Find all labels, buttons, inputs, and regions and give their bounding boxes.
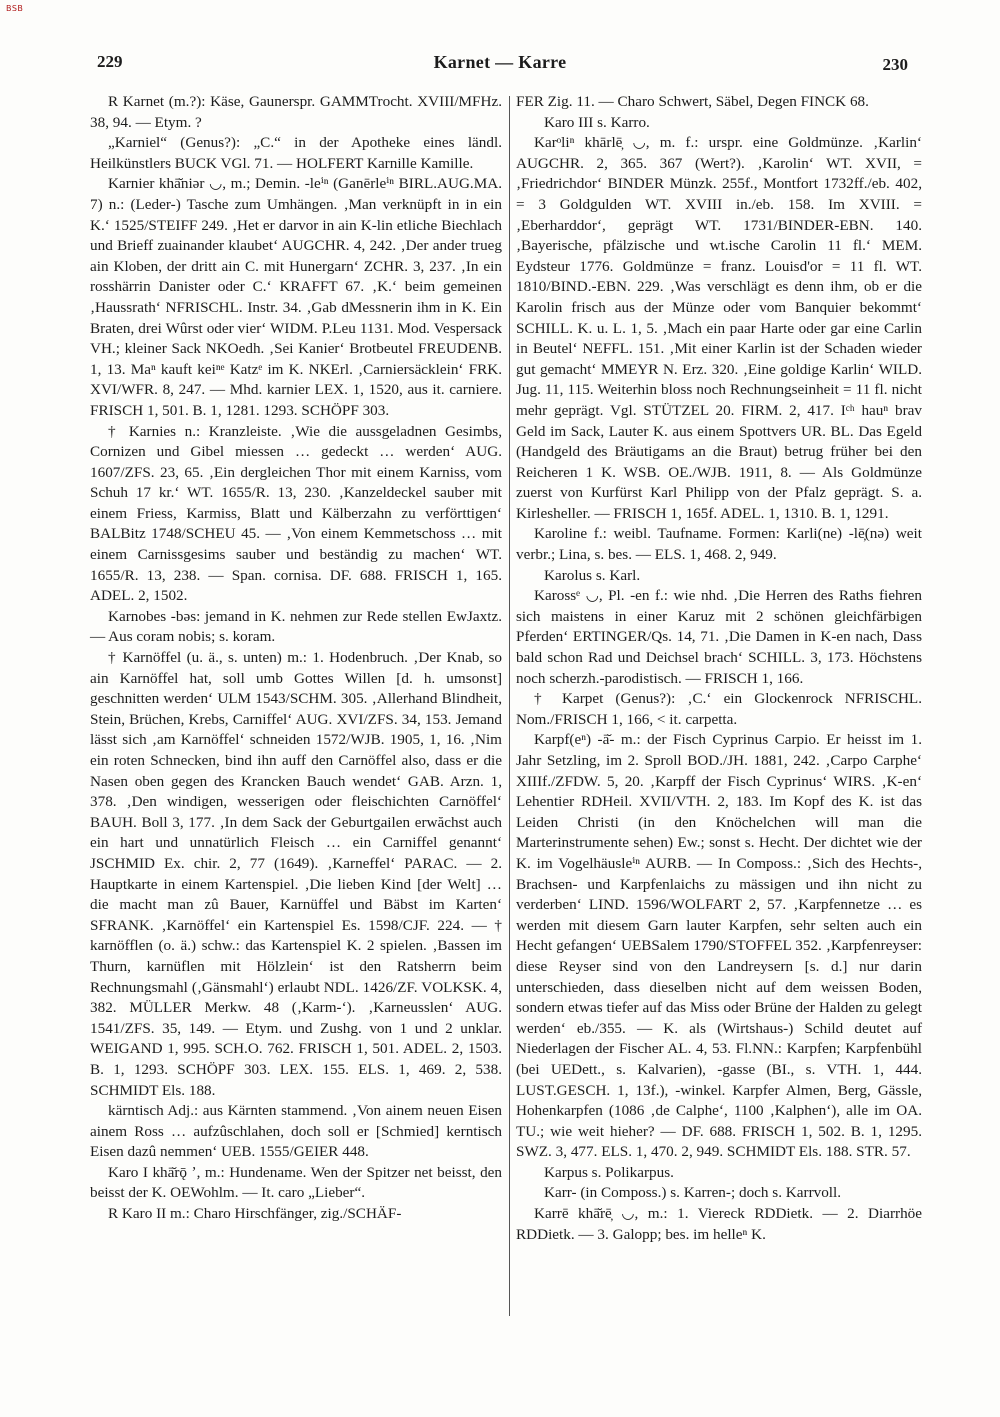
entry-karpus: Karpus s. Polikarpus. [544,1163,674,1181]
right-column [516,92,922,1245]
entry-karoline: Karoline f.: weibl. Taufname. Formen: Karli(ne) -lē̦(nə) weit verbr.; Lina, s. bes. — ELS. 1, 468. 2, 949. [516,525,922,564]
entry-karre: Karrē khā̆rē̦ ◡, m.: 1. Viereck RDDietk. — 2. Diarrhöe RDDietk. — 3. Galopp; bes. im helleⁿ K. [516,1205,922,1243]
page-number-left: 229 [97,52,123,71]
entry-karnier: Karnier khā̆niər ◡, m.; Demin. -leⁱⁿ (Ganērleⁱⁿ BIRL.AUG.MA. 7) n.: (Leder-) Tasche zum Umhängen. ‚Man verknüpft in in ein K.‘ 1525/STEIFF 249. ‚Het er darvor in ain K-lin etliche Biechlach und Brieff zuainander klaubet‘ AUGCHR. 4, 242. ‚Der ander trueg ain Kloben, der dritt ain C. mit Hunergarn‘ ZCHR. 3, 237. ‚In ein rosshärrin Danister oder C.‘ KRAFFT 67. ‚K.‘ beim gemeinen ‚Haussrath‘ NFRISCHL. Instr. 34. ‚Gab dMessnerin ihm in K. Ein Braten, drei Wûrst oder vier‘ WIDM. P.Leu 1131. Mod. Vespersack VH.; kleiner Sack NKOedh. ‚Sei Kanier‘ Brotbeutel FREUDENB. 1, 13. Maⁿ kauft keiⁿᵉ Katzᵉ im K. NKErl. ‚Carniersäcklein‘ FRK. XVI/WFR. 8, 247. — Mhd. karnier LEX. 1, 1520, aus it. carniere. FRISCH 1, 501. B. 1, 1281. 1293. SCHÖPF 303. [90,175,502,419]
entry-karniel: „Karniel“ (Genus?): „C.“ in der Apotheke eines ländl. Heilkünstlers BUCK VGl. 71. — HOLFERT Karnille Kamille. [90,134,502,172]
entry-karnies: † Karnies n.: Kranzleiste. ‚Wie die aussgeladnen Gesimbs, Cornizen und Gibel miessen … gedeckt … werden‘ AUG. 1607/ZFS. 23, 65. ‚Ein dergleichen Thor mit einem Karniss, vom Schuh 17 kr.‘ WT. 1655/R. 13, 230. ‚Kanzeldeckel sauber mit einem Friess, Karmiss, Blatt und Kälberzahn zu verförttigen‘ BALBitz 1748/SCHEU 45. — ‚Von einem Kemmetschoss … mit einem Carnissgesims sauber und beständig zu machen‘ WT. 1655/R. 13, 238. — Span. cornisa. DF. 688. FRISCH 1, 165. ADEL. 2, 1502. [90,422,502,605]
entry-kaerntisch: kärntisch Adj.: aus Kärnten stammend. ‚Von ainem neuen Eisen ainem Ross … aufzûschlahen, doch soll er [Schmied] kerntisch Eisen dazû nemmen‘ UEB. 1555/GEIER 448. [90,1102,502,1161]
entry-karo-i: Karo I khā̆rǭ ʼ, m.: Hundename. Wen der Spitzer net beisst, den beisst der K. OEWohlm. — It. caro „Lieber“. [90,1163,502,1202]
column-divider [509,96,510,1316]
entry-karr: Karr- (in Composs.) s. Karren-; doch s. Karrvoll. [544,1184,842,1202]
library-stamp: BSB [6,4,24,13]
entry-karnet: R Karnet (m.?): Käse, Gaunerspr. GAMMTrocht. XVIII/MFHz. 38, 94. — Etym. ? [90,93,502,131]
entry-karosse: Karossᵉ ◡, Pl. -en f.: wie nhd. ‚Die Herren des Raths fiehren sich maistens in einer Karuz mit 2 schönen gleichfärbigen Pferden‘ ERTINGER/Qs. 14, 71. ‚Die Damen in K-en nach, Dass bald schon Rad und Deichsel brach‘ SCHILL. 3, 173. Höchstens noch scherzh.-parodistisch. — FRISCH 1, 166. [516,587,922,687]
entry-karo-iii: Karo III s. Karro. [544,113,650,131]
entry-karolin: Karᵒliⁿ khārlē̦ ◡, m. f.: urspr. eine Goldmünze. ‚Karlin‘ AUGCHR. 2, 365. 367 (Wert?). ‚Karolin‘ WT. XVII, = ‚Friedrichdor‘ BINDER Münzk. 255f., Montfort 1732ff./eb. 402, = 3 Goldgulden WT. XVIII in./eb. 158. Im XVIII. = ‚Eberharddor‘, geprägt WT. 1731/BINDER-EBN. 140. ‚Bayerische, pfälzische und wt.ische Carolin 11 fl.‘ MEM. Eydsteur 1776. Goldmünze = franz. Louisd'or = 11 fl. WT. 1810/BIND.-EBN. 229. ‚Was verschlägt es denn ihm, ob er die Karolin frisch aus der Münze oder vom Banquier bekommt‘ SCHILL. K. u. L. 1, 5. ‚Mach ein paar Harte oder gar eine Carlin in Beutel‘ NEFFL. 151. ‚Mit einer Karlin ist der Schaden wieder gut gemacht‘ MMEYR N. Erz. 320. ‚Eine goldige Karlin‘ WILD. Jug. 11, 115. Weiterhin bloss noch Rechnungseinheit = 11 fl. nicht mehr geprägt. Vgl. STÜTZEL 20. FIRM. 2, 417. Iᶜʰ hauⁿ brav Geld im Sack, Lauter K. aus einem Spottvers UR. BL. Das Egeld (Handgeld des Bräutigams an die Braut) betrug früher bei den Reicheren 1 K. WSB. OE./WJB. 1911, 8. — Als Goldmünze zuerst von Kurfürst Karl Philipp von der Pfalz geprägt. S. a. Kirlesheller. — FRISCH 1, 165f. ADEL. 1, 1310. B. 1, 1291. [516,134,922,522]
entry-karpet: † Karpet (Genus?): ‚C.‘ ein Glockenrock NFRISCHL. Nom./FRISCH 1, 166, < it. carpetta. [516,690,922,728]
entry-karolus: Karolus s. Karl. [544,566,641,584]
running-title: Karnet — Karre [433,52,567,72]
entry-karo-ii: R Karo II m.: Charo Hirschfänger, zig./SCHÄF- [108,1205,402,1223]
left-column [90,92,502,1225]
entry-karpfen: Karpf(eⁿ) -ā̆- m.: der Fisch Cyprinus Carpio. Er heisst im 1. Jahr Setzling, im 2. Sproll BOD./JH. 1881, 242. ‚Carpo Carphe‘ XIIIf./ZFDW. 5, 20. ‚Karpff der Fisch Cyprinus‘ WIRS. ‚K-en‘ Lehentier RDHeil. XVII/VTH. 2, 183. Im Kopf des K. ist das Leiden Christi (in den Knöchelchen will man die Marterinstrumente sehen) Ew.; sonst s. Hecht. Der dichtet wie der K. im Vogelhäusleⁱⁿ AURB. — In Composs.: ‚Sich des Hechts-, Brachsen- und Karpfenlaichs zu mässigen und ihn nicht zu verderben‘ LIND. 1596/WOLFART 2, 57. ‚Karpfennetze … es werden mit diesem Garn lauter Karpfen, sehr selten auch ein Hecht gefangen‘ UEBSalem 1790/STOFFEL 352. ‚Karpfenreyser: diese Reyser sind von den Landreysern [s. d.] nur darin unterschieden, dass dieselben nicht auf dem weissen Boden, sondern etwas tiefer auf das Miss oder Brüne der Halden zu gelegt werden‘ eb./355. — K. als (Wirtshaus-) Schild deutet auf Niederlagen der Fischer AL. 4, 53. Fl.NN.: Karpfen; Karpfenbühl (bei UEDett., s. Kalvarien), -gasse (BI., s. VTH. 1, 444. LUST.GESCH. 1, 13f.), -winkel. Karpfer Almen, Berg, Gässle, Hohenkarpfen (1086 ‚de Calphe‘, 1100 ‚Kalphen‘), alle im OA. TU.; wie weit hieher? — DF. 688. FRISCH 1, 502. B. 1, 1295. SWZ. 3, 477. ELS. 1, 470. 2, 949. SCHMIDT Els. 188. STR. 57. [516,731,922,1161]
entry-karnoeffel: † Karnöffel (u. ä., s. unten) m.: 1. Hodenbruch. ‚Der Knab, so ain Karnöffel hat, soll umb Gottes Willen [d. h. umsonst] geschnitten werden‘ ULM 1543/SCHM. 305. ‚Allerhand Blindheit, Stein, Brüchen, Krebs, Carniffel‘ AUG. XVI/ZFS. 34, 153. Jemand lässt sich ‚am Karnöffel‘ schneiden 1572/WJB. 1905, 1, 16. ‚Nim ein roten Schnecken, bind ihn auff den Carnöffel also, dass er die Nasen oben gegen des Krancken Bauch wendet‘ GAB. Arzn. 1, 378. ‚Den windigen, wesserigen oder fleischichten Carnöffel‘ BAUH. Boll 3, 177. ‚In dem Sack der Geburtgailen erwăchst auch ein hart und unnatürlich Fleisch … ein Carniffel genannt‘ JSCHMID Ex. chir. 2, 77 (1649). ‚Karneffel‘ PARAC. — 2. Hauptkarte in einem Kartenspiel. ‚Die lieben Kind [der Welt] … die macht man zû Bauer, Karnüffel und Bäbst im Karten‘ SFRANK. ‚Karnöffel‘ ein Kartenspiel Es. 1598/CJF. 224. — † karnöfflen (o. ä.) schw.: das Kartenspiel K. 2 spielen. ‚Bassen im Thurn, karnüflen mit Hölzlein‘ ist den Ratsherrn beim Rechnungsmahl (‚Gänsmahl‘) erlaubt NDL. 1426/ZF. VOLKSK. 4, 382. MÜLLER Merkw. 48 (‚Karm-‘). ‚Karneusslen‘ AUG. 1541/ZFS. 35, 149. — Etym. und Zushg. von 1 und 2 unklar. WEIGAND 1, 995. SCH.O. 762. FRISCH 1, 501. ADEL. 2, 1503. B. 1, 1293. SCHÖPF 303. LEX. 155. ELS. 1, 469. 2, 538. SCHMIDT Els. 188. [90,649,502,1099]
page-header [0,52,1000,82]
entry-karnobes: Karnobes -bəs: jemand in K. nehmen zur Rede stellen EwJaxtz. — Aus coram nobis; s. koram. [90,607,502,646]
entry-karo-ii-continued: FER Zig. 11. — Charo Schwert, Säbel, Degen FINCK 68. [516,93,869,110]
page-number-right: 230 [882,55,908,74]
